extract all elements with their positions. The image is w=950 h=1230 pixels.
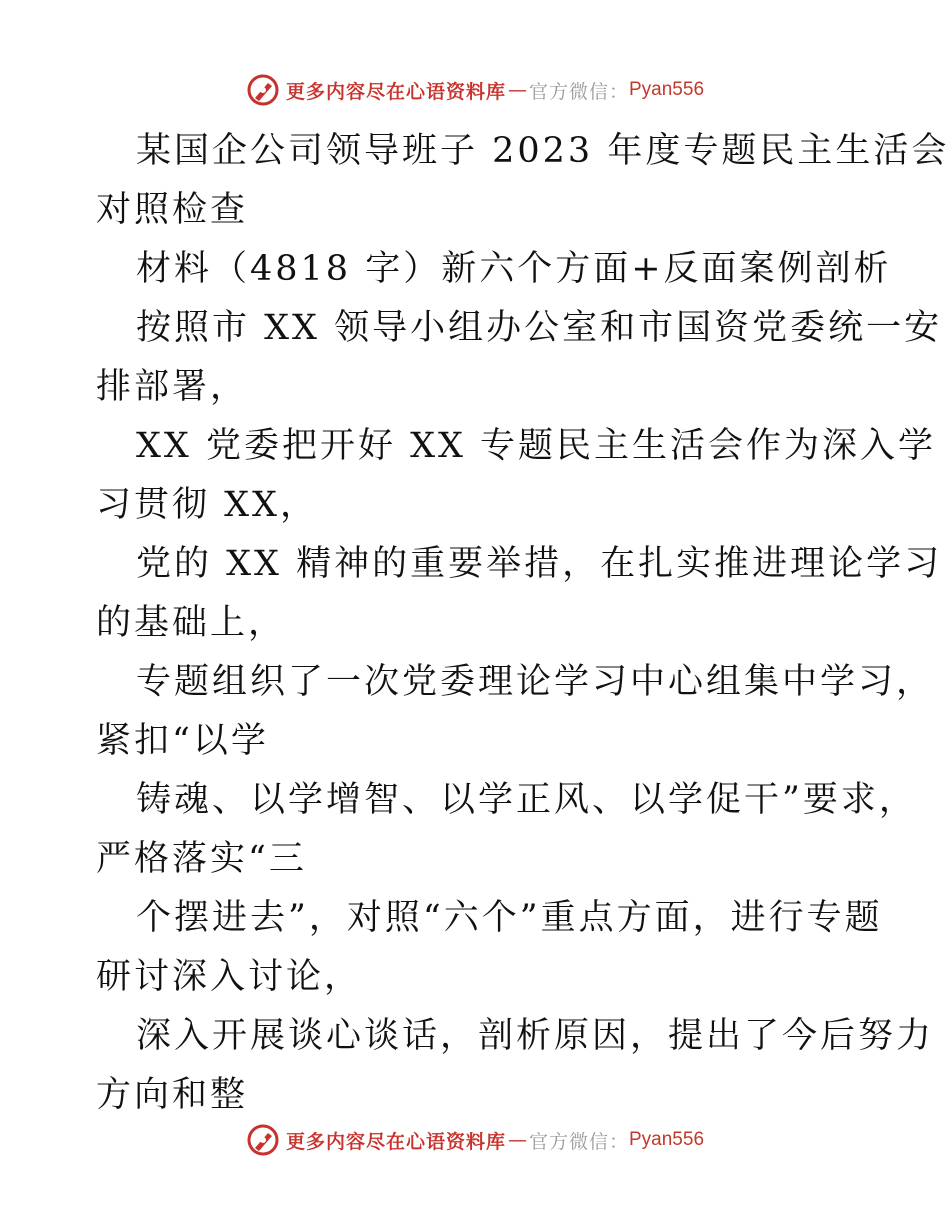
watermark-id: Pyan556 bbox=[629, 1129, 705, 1150]
doc-line: 某国企公司领导班子 2023 年度专题民主生活会 bbox=[136, 131, 950, 171]
watermark-dash: — bbox=[507, 1129, 527, 1151]
watermark-brand: 更多内容尽在心语资料库 bbox=[285, 1130, 506, 1153]
watermark-header bbox=[0, 70, 950, 110]
doc-line: 按照市 XX 领导小组办公室和市国资党委统一安 bbox=[136, 308, 943, 348]
watermark-brand: 更多内容尽在心语资料库 bbox=[285, 80, 506, 103]
doc-line: 排部署， bbox=[96, 367, 249, 407]
doc-line: 材料（4818 字）新六个方面+反面案例剖析 bbox=[136, 249, 892, 289]
watermark-id: Pyan556 bbox=[629, 79, 705, 100]
doc-line: 专题组织了一次党委理论学习中心组集中学习， bbox=[136, 662, 935, 702]
pen-logo-icon bbox=[246, 73, 280, 107]
watermark-dash: — bbox=[507, 79, 527, 101]
pen-logo-icon bbox=[246, 1123, 280, 1157]
watermark-label: 官方微信： bbox=[528, 1130, 629, 1153]
doc-line: 方向和整 bbox=[96, 1075, 249, 1115]
doc-line: 研讨深入讨论， bbox=[96, 957, 363, 997]
doc-line: 深入开展谈心谈话，剖析原因，提出了今后努力 bbox=[136, 1016, 935, 1056]
doc-line: 铸魂、以学增智、以学正风、以学促干”要求， bbox=[136, 780, 917, 820]
doc-line: 习贯彻 XX， bbox=[96, 485, 318, 525]
watermark-footer bbox=[0, 1120, 950, 1160]
watermark-label: 官方微信： bbox=[528, 80, 629, 103]
doc-line: 紧扣“以学 bbox=[96, 721, 269, 761]
doc-line: 党的 XX 精神的重要举措，在扎实推进理论学习 bbox=[136, 544, 943, 584]
document-body bbox=[96, 122, 950, 1125]
doc-line: XX 党委把开好 XX 专题民主生活会作为深入学 bbox=[136, 426, 937, 466]
doc-line: 的基础上， bbox=[96, 603, 287, 643]
doc-line: 个摆进去”，对照“六个”重点方面，进行专题 bbox=[136, 898, 883, 938]
doc-line: 严格落实“三 bbox=[96, 839, 307, 879]
doc-line: 对照检查 bbox=[96, 190, 249, 230]
